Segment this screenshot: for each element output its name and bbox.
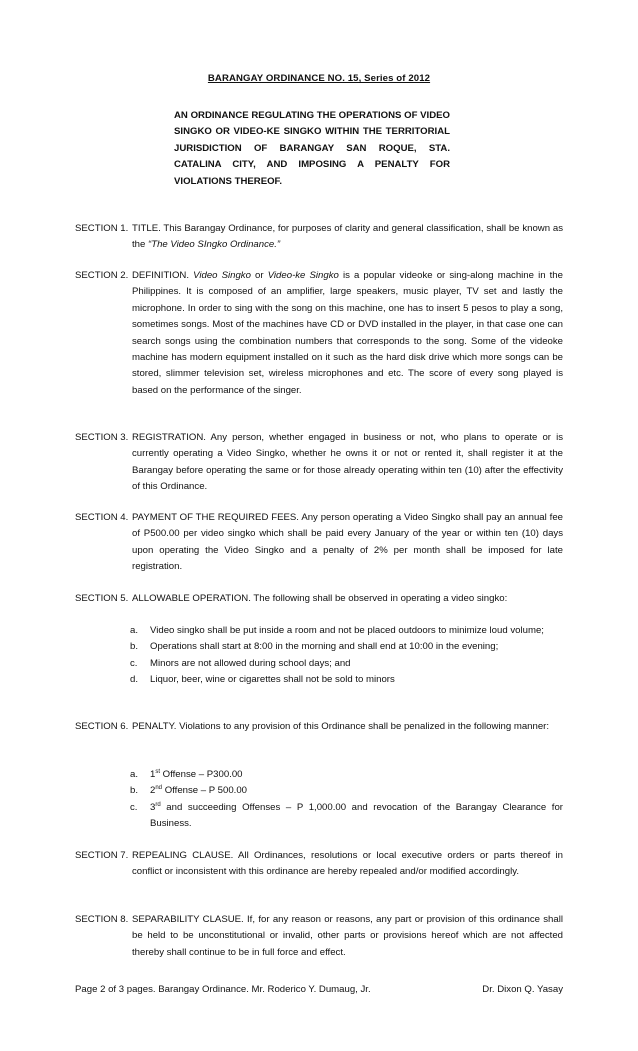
section-5-list xyxy=(130,623,563,689)
section-label: SECTION 5. xyxy=(75,593,129,604)
footer-left: Page 2 of 3 pages. Barangay Ordinance. Mr. Roderico Y. Dumaug, Jr. xyxy=(75,984,371,995)
section-label: SECTION 3. xyxy=(75,432,129,443)
list-item: b. 2nd Offense – P 500.00 xyxy=(130,785,248,797)
section-label: SECTION 1. xyxy=(75,223,129,234)
section-text: REPEALING CLAUSE. All Ordinances, resolutions or local executive orders or parts thereof in conflict or inconsistent with this ordinance are hereby repealed and/or modified accordingly. xyxy=(132,850,563,878)
list-item: a. Video singko shall be put inside a room and not be placed outdoors to minimize loud volume; xyxy=(130,625,544,636)
section-text: PENALTY. Violations to any provision of this Ordinance shall be penalized in the following manner: xyxy=(132,721,550,732)
section-8 xyxy=(75,912,563,961)
list-item: c. Minors are not allowed during school days; and xyxy=(130,657,351,669)
section-3 xyxy=(75,430,563,496)
list-item: d. Liquor, beer, wine or cigarettes shall not be sold to minors xyxy=(130,674,395,686)
page-footer xyxy=(75,984,563,995)
section-5 xyxy=(75,591,563,607)
section-label: SECTION 6. xyxy=(75,721,129,732)
list-item: c. 3rd and succeeding Offenses – P 1,000.00 and revocation of the Barangay Clearance for Business. xyxy=(130,801,563,830)
section-text: REGISTRATION. Any person, whether engaged in business or not, who plans to operate or is currently operating a Video Singko, whether he owns it or not or rented it, shall register it at the Barangay before operating the same or for those already operating within ten (10) after the effectivity of this Ordinance. xyxy=(132,432,563,493)
section-text: DEFINITION. Video Singko or Video-ke Singko is a popular videoke or sing-along machine in the Philippines. It is composed of an amplifier, large speakers, music player, TV set and lastly the microphone. In order to sing with the song on this machine, one has to insert 5 pesos to play a song, sometimes songs. Most of the machines have CD or DVD installed in the player, in that case one can search songs using the combination numbers that corresponds to the song. Some of the videoke machine has modern equipment installed on it such as the hard disk drive which more songs can be stored, slimmer television set, wireless microphones and etc. The score of every song played is based on the performance of the singer. xyxy=(132,270,563,396)
ordinance-subtitle: AN ORDINANCE REGULATING THE OPERATIONS OF VIDEO SINGKO OR VIDEO-KE SINGKO WITHIN THE TERRITORIAL JURISDICTION OF BARANGAY SAN ROQUE, STA. CATALINA CITY, AND IMPOSING A PENALTY FOR VIOLATIONS THEREOF. xyxy=(174,110,450,187)
footer-right: Dr. Dixon Q. Yasay xyxy=(482,984,563,995)
section-text: TITLE. This Barangay Ordinance, for purposes of clarity and general classification, shall be known as the “The Video SIngko Ordinance.” xyxy=(132,223,563,251)
section-2 xyxy=(75,268,563,399)
section-7 xyxy=(75,848,563,881)
section-label: SECTION 7. xyxy=(75,850,129,861)
section-text: PAYMENT OF THE REQUIRED FEES. Any person operating a Video Singko shall pay an annual fee of P500.00 per video singko which shall be paid every January of the year or within ten (10) days upon operating the Video Singko and a penalty of 2% per month shall be imposed for late registration. xyxy=(132,512,563,573)
ordinance-short-title: “The Video SIngko Ordinance.” xyxy=(148,239,281,251)
section-text: SEPARABILITY CLASUE. If, for any reason or reasons, any part or provision of this ordinance shall be held to be unconstitutional or invalid, other parts or provisions hereof which are not affected thereby shall continue to be in full force and effect. xyxy=(132,914,563,958)
section-label: SECTION 8. xyxy=(75,914,129,925)
list-item: a. 1st Offense – P300.00 xyxy=(130,768,243,780)
section-6-list xyxy=(130,767,563,833)
section-label: SECTION 2. xyxy=(75,270,129,281)
section-6 xyxy=(75,719,563,735)
section-1 xyxy=(75,221,563,254)
section-4 xyxy=(75,510,563,576)
section-text: ALLOWABLE OPERATION. The following shall be observed in operating a video singko: xyxy=(132,593,508,604)
list-item: b. Operations shall start at 8:00 in the morning and shall end at 10:00 in the evening; xyxy=(130,641,499,653)
section-label: SECTION 4. xyxy=(75,512,129,523)
ordinance-title: BARANGAY ORDINANCE NO. 15, Series of 2012 xyxy=(207,73,431,84)
